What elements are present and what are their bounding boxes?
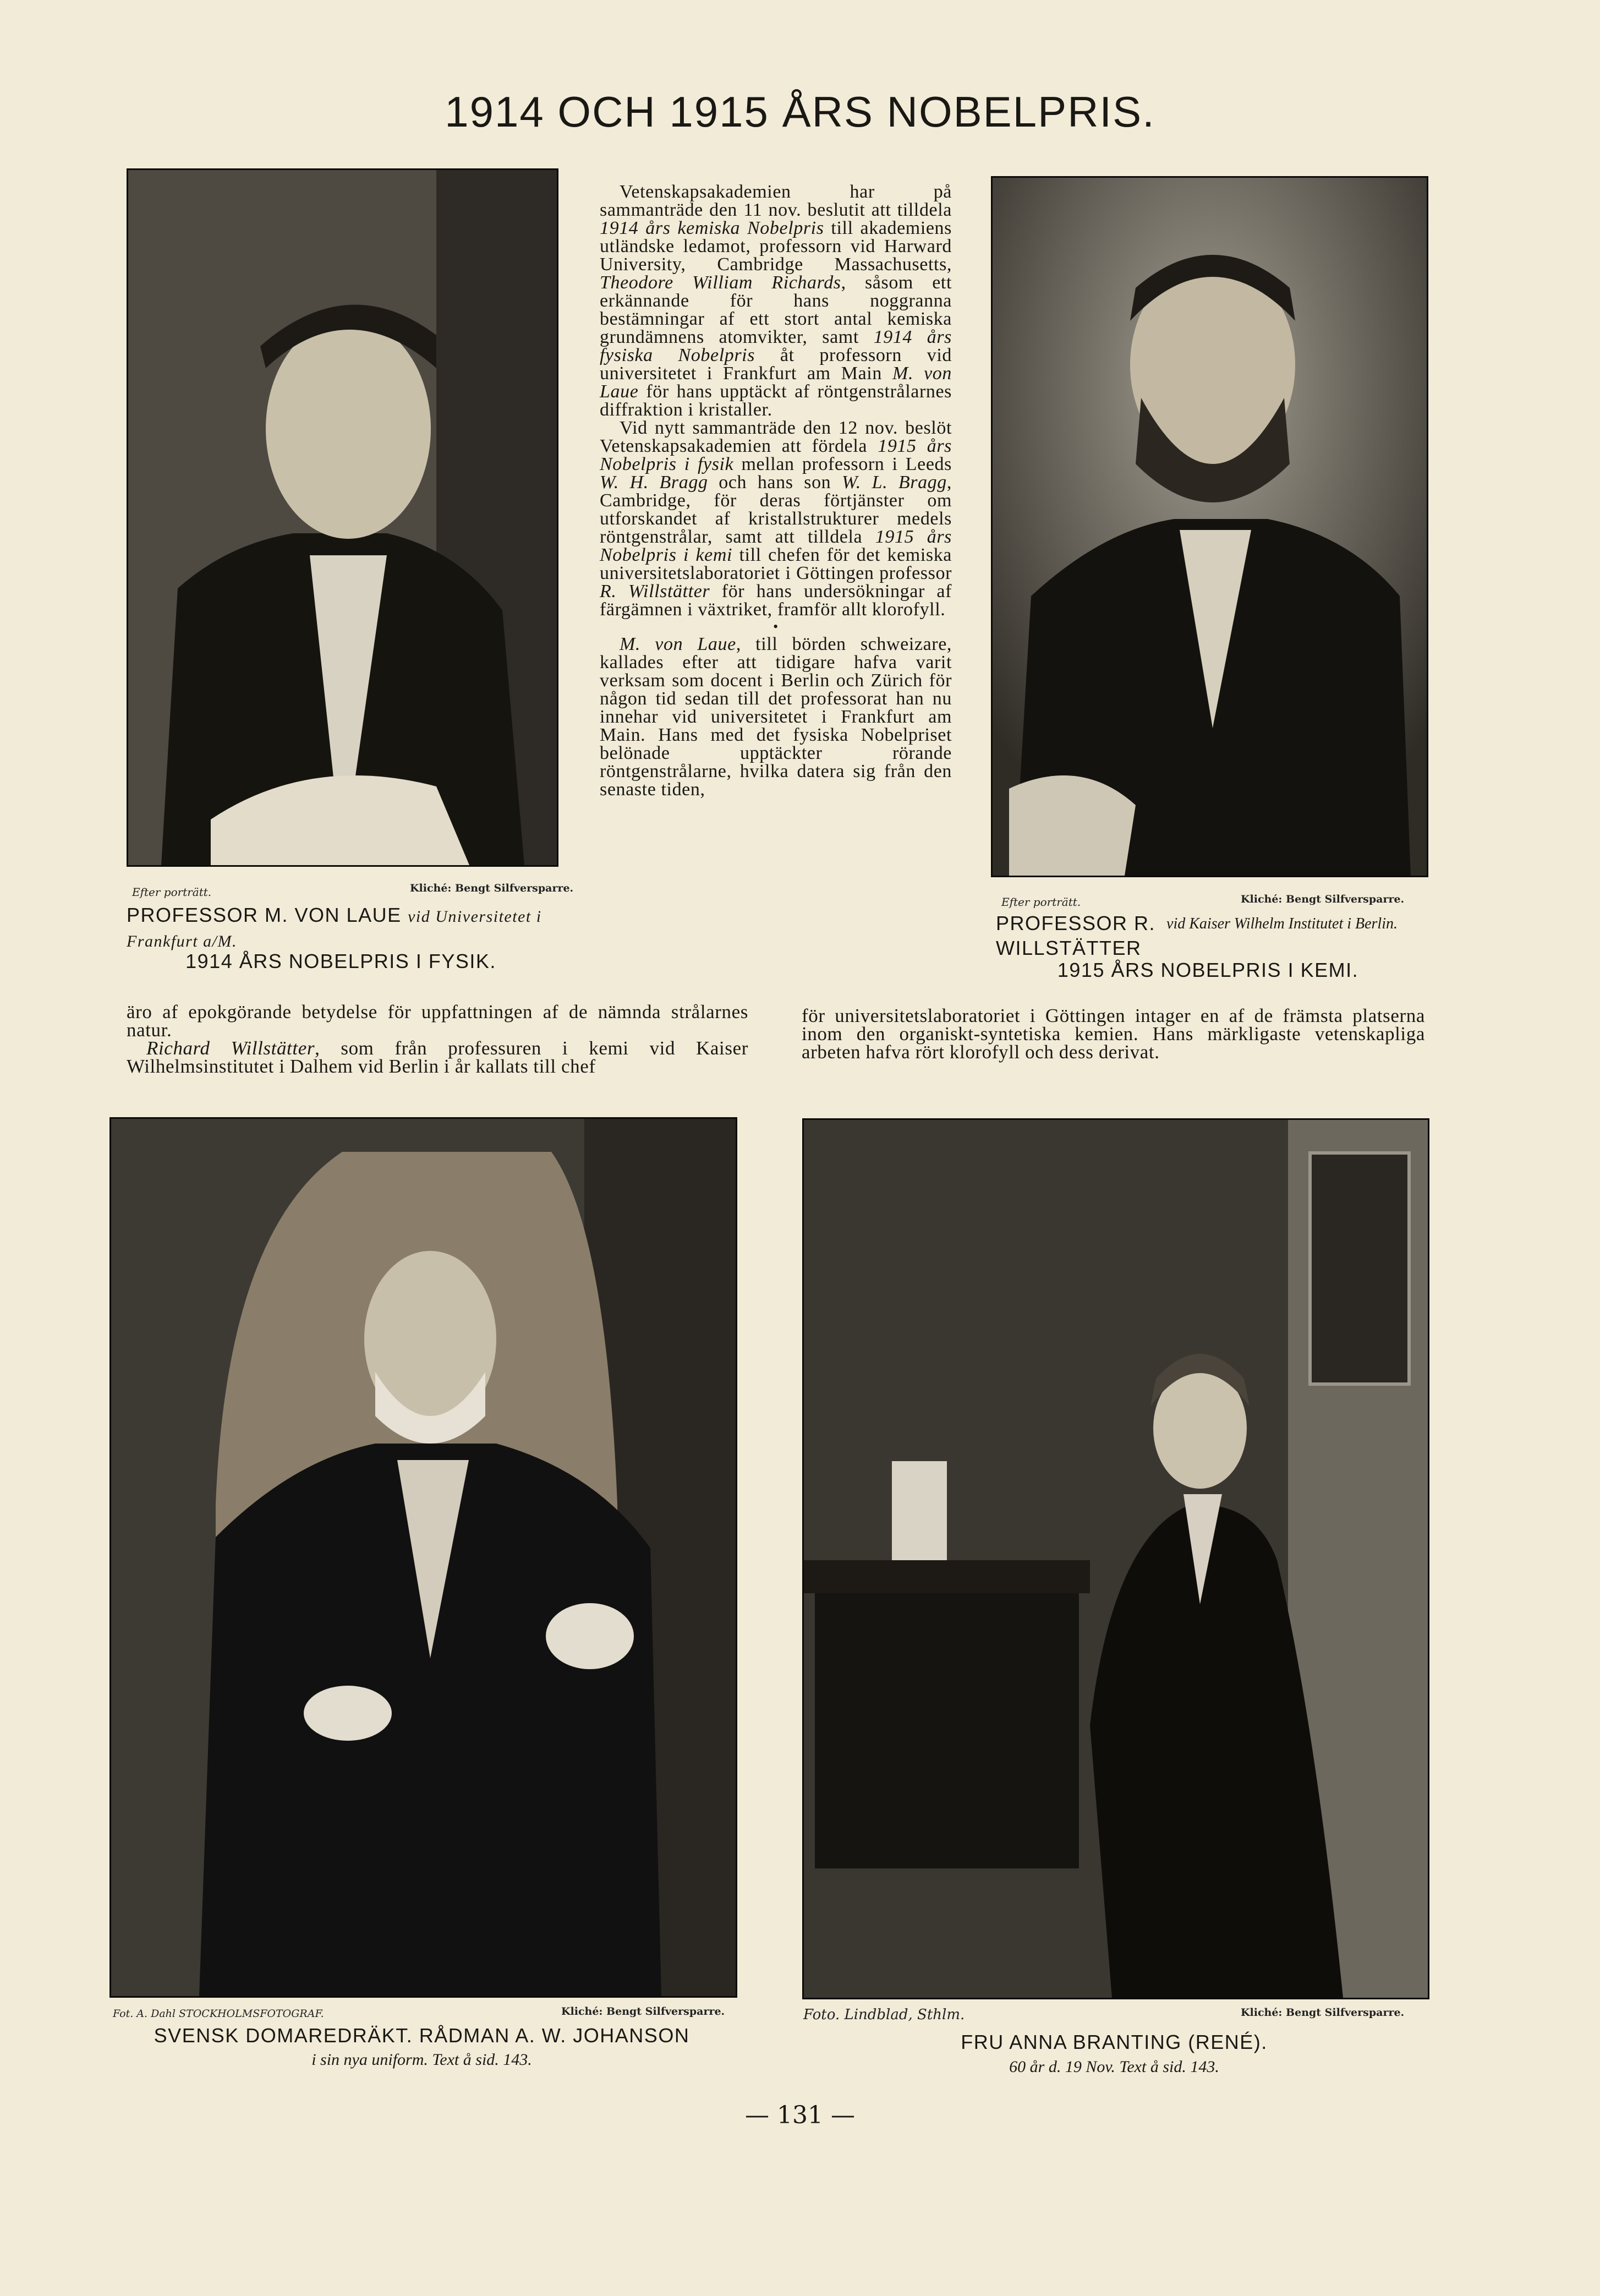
photo-johanson-portrait — [109, 1117, 737, 1998]
photo-willstatter-credit-left: Efter porträtt. — [1001, 895, 1081, 909]
photo-laue-credit-left: Efter porträtt. — [132, 885, 212, 899]
photo-johanson-credit-right: Kliché: Bengt Silfversparre. — [561, 2005, 725, 2018]
photo-willstatter-portrait — [991, 176, 1428, 877]
photo-willstatter-caption-title: PROFESSOR R. WILLSTÄTTER — [996, 912, 1156, 959]
photo-willstatter-credit-right: Kliché: Bengt Silfversparre. — [1241, 893, 1405, 905]
article-paragraph-3: M. von Laue, till börden schweizare, kallades efter att tidigare hafva varit verksam som docent i Berlin och Zürich för någon tid sedan till det professorat han nu innehar vid universitetet i Frankfurt am Main. Hans med det fysiska Nobelpriset belönade upptäckter rörande röntgenstrålarne, hvilka datera sig från den senaste tiden, — [600, 634, 952, 800]
photo-branting-caption-subtitle: 60 år d. 19 Nov. Text å sid. 143. — [1009, 2058, 1219, 2076]
article-continuation-right: för universitetslaboratoriet i Göttingen intager en af de främsta platserna inom den organiskt-syntetiska kemien. Hans märkligaste vetenskapliga arbeten hafva rört klorofyll och dess derivat. — [802, 1005, 1425, 1063]
photo-laue-portrait — [127, 168, 558, 867]
photo-johanson-caption-subtitle: i sin nya uniform. Text å sid. 143. — [311, 2051, 532, 2069]
photo-branting-credit-right: Kliché: Bengt Silfversparre. — [1241, 2007, 1405, 2019]
article-continuation-left: äro af epokgörande betydelse för uppfattningen af de nämnda strålarnes natur. Richard Willstätter, som från professuren i kemi vid Kaiser Wilhelmsinstitutet i Dalhem vid Berlin i år kallats till chef — [127, 1001, 748, 1077]
photo-branting-portrait — [802, 1118, 1429, 1999]
photo-branting-credit-left: Foto. Lindblad, Sthlm. — [803, 2007, 965, 2023]
photo-laue-caption-title: PROFESSOR M. VON LAUE — [127, 904, 402, 926]
article-paragraph-2: Vid nytt sammanträde den 12 nov. beslöt Vetenskapsakademien att fördela 1915 års Nobelpris i fysik mellan professorn i Leeds W. H. Bragg och hans son W. L. Bragg, Cambridge, för deras förtjänster om utforskandet af kristallstrukturer medels röntgenstrålar, samt att tilldela 1915 års Nobelpris i kemi till chefen för det kemiska universitetslaboratoriet i Göttingen professor R. Willstätter för hans undersökningar af färgämnen i växtriket, framför allt klorofyll. — [600, 418, 952, 620]
page-title: 1914 OCH 1915 ÅRS NOBELPRIS. — [445, 88, 1155, 136]
photo-laue-caption-prize: 1914 ÅRS NOBELPRIS I FYSIK. — [185, 950, 496, 972]
section-separator: • — [773, 619, 779, 635]
photo-willstatter-caption-affiliation: vid Kaiser Wilhelm Institutet i Berlin. — [1166, 915, 1398, 932]
photo-johanson-credit-left: Fot. A. Dahl STOCKHOLMSFOTOGRAF. — [113, 2008, 324, 2020]
photo-laue-caption-affiliation: vid Universitetet i Frankfurt a/M. — [127, 908, 542, 950]
photo-branting-caption-title: FRU ANNA BRANTING (RENÉ). — [961, 2031, 1268, 2053]
photo-laue-credit-right: Kliché: Bengt Silfversparre. — [410, 882, 574, 894]
photo-johanson-caption-title: SVENSK DOMAREDRÄKT. RÅDMAN A. W. JOHANSON — [154, 2024, 690, 2047]
page-number: — 131 — — [745, 2101, 855, 2129]
article-column — [600, 183, 952, 799]
article-paragraph-1: Vetenskapsakademien har på sammanträde den 11 nov. beslutit att tilldela 1914 års kemiska Nobelpris till akademiens utländske ledamot, professorn vid Harward University, Cambridge Massachusetts, Theodore William Richards, såsom ett erkännande för hans noggranna bestämningar af ett stort antal kemiska grundämnens atomvikter, samt 1914 års fysiska Nobelpris åt professorn vid universitetet i Frankfurt am Main M. von Laue för hans upptäckt af röntgenstrålarnes diffraktion i kristaller. — [600, 182, 952, 420]
photo-laue-caption-name — [127, 903, 561, 952]
photo-willstatter-caption-prize: 1915 ÅRS NOBELPRIS I KEMI. — [1057, 959, 1359, 981]
